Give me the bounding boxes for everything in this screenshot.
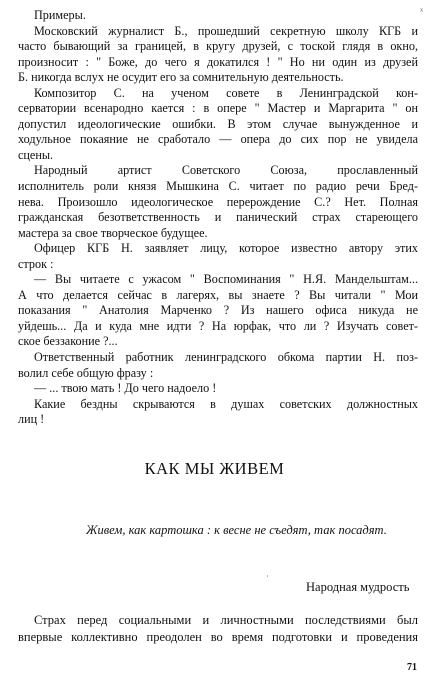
text-line: Страх перед социальными и личностными последствиями был <box>34 613 418 627</box>
epigraph: Живем, как картошка : к весне не съедят, так посадят. <box>86 523 387 537</box>
text-line: сцены. <box>18 147 54 162</box>
body-text <box>18 8 418 428</box>
text-line: исполнитель роли князя Мышкина С. читает по радио речи Бред- <box>18 179 418 194</box>
text-line: — Вы читаете с ужасом " Воспоминания " Н.Я. Мандельштам... <box>34 272 418 287</box>
text-line: показания " Анатолия Марченко ? Из нашего офиса никуда не <box>18 303 418 318</box>
text-line: допустил идеологические ошибки. В этом случае вынужденное и <box>18 116 418 131</box>
text-line: — ... твою мать ! До чего надоело ! <box>34 381 217 396</box>
text-line: волил себе общую фразу : <box>18 365 154 380</box>
text-line: ское беззаконие ?... <box>18 334 118 349</box>
text-line: впервые коллективно преодолен во время подготовки и проведения <box>18 630 418 644</box>
page-number: 71 <box>407 662 417 673</box>
text-line: Народный артист Советского Союза, прославленный <box>34 163 418 178</box>
text-line: Б. никогда вслух не осудит его за сомнительную деятельность. <box>18 70 344 85</box>
text-line: произносит : " Боже, до чего я докатился ! " Но ни один из друзей <box>18 54 418 69</box>
text-line: А что делается сейчас в лагерях, вы знаете ? Вы читали " Мои <box>18 287 418 302</box>
text-line: уйдешь... Да и куда мне идти ? На юрфак, что ли ? Изучать совет- <box>18 318 418 333</box>
epigraph-attribution: Народная мудрость <box>306 580 410 594</box>
text-line: Какие бездны скрываются в душах советских должностных <box>34 396 418 411</box>
text-line: Офицер КГБ Н. заявляет лицу, которое известно автору этих <box>34 241 418 256</box>
text-line: серватории всенародно кается : в опере " Мастер и Маргарита " он <box>18 101 418 116</box>
text-line: Композитор С. на ученом совете в Ленинградской кон- <box>34 85 418 100</box>
bottom-text <box>18 612 418 646</box>
text-line: лиц ! <box>18 412 45 427</box>
text-line: мастера за свое творческое будущее. <box>18 225 208 240</box>
text-line: Московский журналист Б., прошедший секретную школу КГБ и <box>34 23 418 38</box>
text-line: Ответственный работник ленинградского обкома партии Н. поз- <box>34 350 418 365</box>
section-title: КАК МЫ ЖИВЕМ <box>144 459 285 478</box>
text-line: Примеры. <box>34 8 86 22</box>
text-line: ходульное покаяние не сработало — опера до сих пор не увидела <box>18 132 418 147</box>
text-line: строк : <box>18 256 54 271</box>
text-line: часто бывающий за границей, в кругу друзей, с тоской глядя в окно, <box>18 39 418 54</box>
corner-mark: ˣ <box>420 6 423 17</box>
stray-dot: · <box>266 572 269 581</box>
text-line: гражданская безответственность и панический страх стареющего <box>18 210 418 225</box>
text-line: нева. Произошло идеологическое перерождение С.? Нет. Полная <box>18 194 418 209</box>
